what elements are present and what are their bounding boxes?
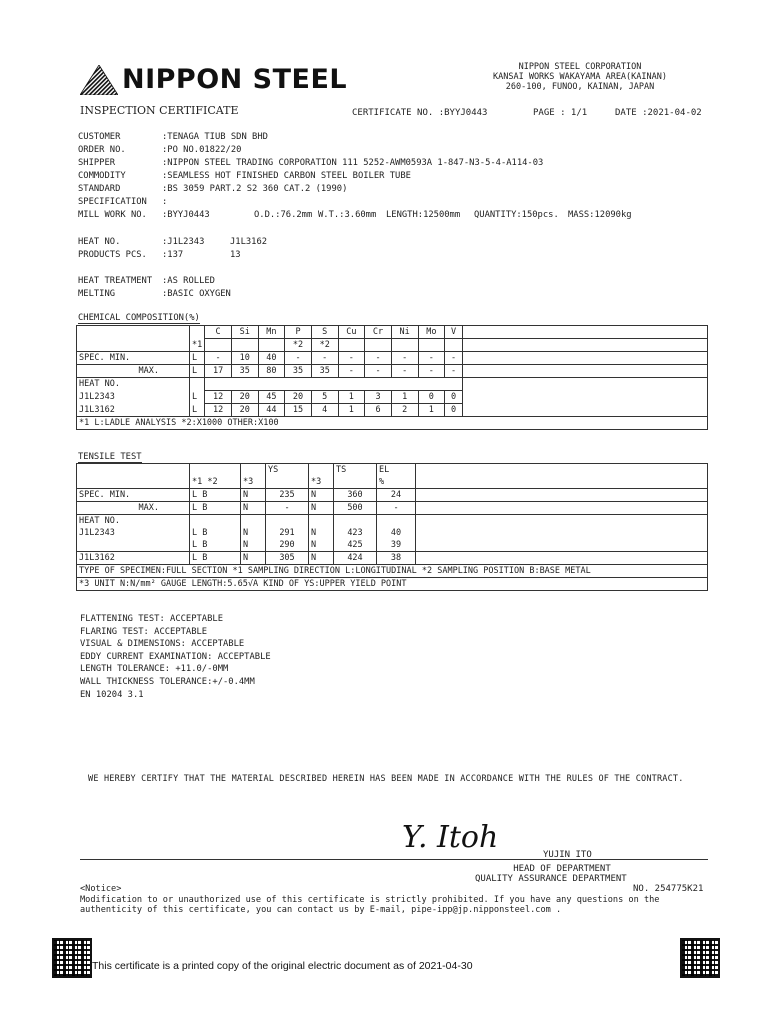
tensile-title: TENSILE TEST (78, 452, 142, 462)
footnote-mark: *2 (311, 339, 338, 352)
chem-spec-min-row: SPEC. MIN. L - 10 40 - - - - - - - (77, 352, 708, 365)
tensile-spec-min-row: SPEC. MIN. L B N 235 N 360 24 (77, 489, 708, 502)
heat-number: J1L3162 (77, 552, 190, 565)
sampling-marks: *1 *2 (190, 476, 241, 489)
info-row-specification (78, 197, 167, 207)
tensile-note-row (77, 565, 708, 578)
pcs-value: :137 (162, 250, 184, 260)
test-line: FLATTENING TEST: ACCEPTABLE (80, 614, 223, 624)
test-line: LENGTH TOLERANCE: +11.0/-0MM (80, 664, 229, 675)
unit-mark: *3 (309, 476, 334, 489)
outer-diameter: O.D.:76.2mm (254, 210, 313, 220)
logo-text: NIPPON STEEL (122, 64, 348, 95)
tensile-heat-label-row (77, 515, 708, 528)
ts-header: TS (334, 464, 377, 477)
chem-note-row (77, 417, 708, 430)
heat-number: J1L3162 (77, 404, 190, 417)
pcs-label: PRODUCTS PCS. (78, 250, 147, 260)
info-label: CUSTOMER (78, 132, 121, 142)
notice-label: <Notice> (80, 884, 122, 894)
info-label: SHIPPER (78, 158, 116, 168)
chem-heat-row: J1L3162 L 12 20 44 15 4 1 6 2 1 0 (77, 404, 708, 417)
info-row-shipper (78, 158, 543, 168)
quantity-value: QUANTITY:150pcs. (474, 210, 559, 220)
notice-line: authenticity of this certificate, you can contact us by E-mail, pipe-ipp@jp.nipponsteel.com . (80, 905, 562, 915)
element-header: S (311, 326, 338, 339)
signature-line (80, 859, 708, 860)
info-value: :BS 3059 PART.2 S2 360 CAT.2 (1990) (162, 184, 348, 194)
spec-max-label: MAX. (77, 365, 190, 378)
corp-works: KANSAI WORKS WAKAYAMA AREA(KAINAN) (493, 72, 667, 82)
ys-header: YS (266, 464, 309, 477)
heat-value: J1L3162 (230, 237, 268, 247)
qr-code-icon (52, 938, 92, 978)
chemical-note: *1 L:LADLE ANALYSIS *2:X1000 OTHER:X100 (77, 417, 708, 430)
el-header: EL (377, 464, 416, 477)
percent-mark: % (377, 476, 416, 489)
chem-subheader-row (77, 339, 708, 352)
test-line: EN 10204 3.1 (80, 689, 144, 700)
test-line: WALL THICKNESS TOLERANCE:+/-0.4MM (80, 676, 255, 687)
qr-code-icon (680, 938, 720, 978)
nippon-steel-mark-icon (80, 65, 118, 95)
element-header: C (205, 326, 232, 339)
test-line: VISUAL & DIMENSIONS: ACCEPTABLE (80, 639, 245, 650)
heat-number: J1L2343 (77, 527, 190, 539)
document-title: INSPECTION CERTIFICATE (80, 104, 239, 117)
tensile-note-row (77, 578, 708, 591)
info-row-commodity (78, 171, 411, 181)
treatment-value: :AS ROLLED (162, 276, 215, 286)
heat-number (77, 539, 190, 552)
info-value: :NIPPON STEEL TRADING CORPORATION 111 5252-AWM0593A 1-847-N3-5-4-A114-03 (162, 158, 544, 168)
chem-heat-row: J1L2343 L 12 20 45 20 5 1 3 1 0 0 (77, 391, 708, 404)
tensile-heat-row: J1L3162 L B N 305 N 424 38 (77, 552, 708, 565)
heat-no-label: HEAT NO. (77, 378, 190, 391)
element-header: Ni (391, 326, 418, 339)
certificate-number: CERTIFICATE NO. :BYYJ0443 (352, 108, 488, 118)
spec-min-label: SPEC. MIN. (77, 352, 190, 365)
info-row-standard (78, 184, 347, 194)
info-label: STANDARD (78, 184, 121, 194)
tensile-subheader-row (77, 476, 708, 489)
footnote-mark: *2 (285, 339, 312, 352)
melting-row (78, 289, 231, 299)
heat-label: HEAT NO. (78, 237, 121, 247)
length-value: LENGTH:12500mm (386, 210, 461, 220)
element-header: Si (231, 326, 258, 339)
wall-thickness: W.T.:3.60mm (318, 210, 377, 220)
element-header: Mo (418, 326, 445, 339)
signer-name: YUJIN ITO (543, 850, 592, 860)
star1-mark: *1 (190, 339, 205, 352)
unit-mark: *3 (241, 476, 266, 489)
element-header: Cu (338, 326, 365, 339)
corp-address: 260-100, FUNOO, KAINAN, JAPAN (505, 82, 655, 92)
products-pcs-row (78, 250, 241, 260)
info-value: : (162, 197, 168, 207)
printed-copy-notice: This certificate is a printed copy of the original electric document as of 2021-04-30 (92, 960, 473, 972)
tensile-heat-row: L B N 290 N 425 39 (77, 539, 708, 552)
notice-line: Modification to or unauthorized use of this certificate is strictly prohibited. If you have any questions on the (80, 894, 660, 905)
mill-label: MILL WORK NO. (78, 210, 147, 220)
certification-statement: WE HEREBY CERTIFY THAT THE MATERIAL DESCRIBED HEREIN HAS BEEN MADE IN ACCORDANCE WITH THE RULES OF THE CONTRACT. (88, 774, 684, 784)
company-logo (80, 64, 347, 95)
chem-heat-label-row (77, 378, 708, 391)
melting-label: MELTING (78, 289, 116, 299)
corporation-block (475, 62, 685, 92)
info-value: :SEAMLESS HOT FINISHED CARBON STEEL BOILER TUBE (162, 171, 411, 181)
info-row-order (78, 145, 241, 155)
info-value: :PO NO.01822/20 (162, 145, 242, 155)
mass-value: MASS:12090kg (568, 210, 632, 220)
mill-value: :BYYJ0443 (162, 210, 210, 220)
certificate-date: DATE :2021-04-02 (615, 108, 702, 118)
element-header: Cr (365, 326, 392, 339)
notice-block (80, 884, 659, 916)
chemical-title: CHEMICAL COMPOSITION(%) (78, 313, 200, 323)
test-results (80, 613, 271, 701)
tensile-heat-row: J1L2343 L B N 291 N 423 40 (77, 527, 708, 539)
test-line: EDDY CURRENT EXAMINATION: ACCEPTABLE (80, 651, 271, 662)
info-row-customer (78, 132, 268, 142)
heat-no-label: HEAT NO. (77, 515, 190, 528)
info-label: COMMODITY (78, 171, 126, 181)
document-number: NO. 254775K21 (633, 884, 704, 894)
heat-number: J1L2343 (77, 391, 190, 404)
info-label: ORDER NO. (78, 145, 126, 155)
heat-value: :J1L2343 (162, 237, 205, 247)
element-header: V (445, 326, 463, 339)
page-number: PAGE : 1/1 (533, 108, 588, 118)
tensile-spec-max-row: MAX. L B N - N 500 - (77, 502, 708, 515)
tensile-note-1: TYPE OF SPECIMEN:FULL SECTION *1 SAMPLING DIRECTION L:LONGITUDINAL *2 SAMPLING POSITION B:BASE METAL (77, 565, 708, 578)
tensile-table (76, 463, 708, 591)
element-header: P (285, 326, 312, 339)
mill-work-row (78, 210, 632, 220)
chemical-table (76, 325, 708, 430)
treatment-label: HEAT TREATMENT (78, 276, 153, 286)
signer-department: QUALITY ASSURANCE DEPARTMENT (475, 874, 627, 884)
spec-max-label: MAX. (77, 502, 190, 515)
info-label: SPECIFICATION (78, 197, 147, 207)
melting-value: :BASIC OXYGEN (162, 289, 231, 299)
heat-treatment-row (78, 276, 215, 286)
test-line: FLARING TEST: ACCEPTABLE (80, 626, 208, 637)
chem-header-row (77, 326, 708, 339)
pcs-value: 13 (230, 250, 241, 260)
tensile-note-2: *3 UNIT N:N/mm² GAUGE LENGTH:5.65√A KIND OF YS:UPPER YIELD POINT (77, 578, 708, 591)
signer-title: HEAD OF DEPARTMENT (513, 864, 611, 874)
corp-name: NIPPON STEEL CORPORATION (518, 62, 642, 72)
info-value: :TENAGA TIUB SDN BHD (162, 132, 268, 142)
signature: Y. Itoh (402, 820, 499, 855)
spec-min-label: SPEC. MIN. (77, 489, 190, 502)
tensile-header-row (77, 464, 708, 477)
element-header: Mn (258, 326, 285, 339)
heat-no-row (78, 237, 267, 247)
chem-spec-max-row: MAX. L 17 35 80 35 35 - - - - - (77, 365, 708, 378)
